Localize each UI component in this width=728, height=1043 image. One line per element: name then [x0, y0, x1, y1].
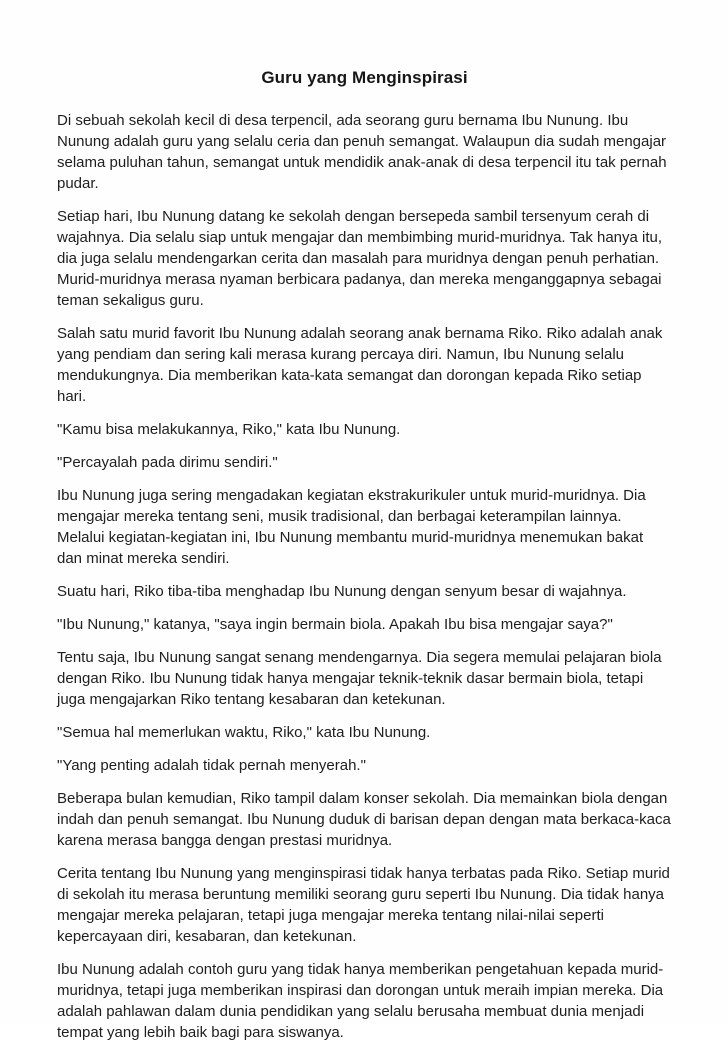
paragraph-konser: Beberapa bulan kemudian, Riko tampil dalam konser sekolah. Dia memainkan biola dengan indah dan penuh semangat. Ibu Nunung duduk di barisan depan dengan mata berkaca-kaca karena merasa bangga dengan prestasi muridnya. [57, 790, 671, 849]
document-title: Guru yang Menginspirasi [261, 68, 468, 87]
quote-semua-hal: "Semua hal memerlukan waktu, Riko," kata Ibu Nunung. [57, 724, 431, 741]
quote-yang-penting: "Yang penting adalah tidak pernah menyerah." [57, 757, 366, 774]
quote-percayalah: "Percayalah pada dirimu sendiri." [57, 454, 278, 471]
paragraph-riko-intro: Salah satu murid favorit Ibu Nunung adalah seorang anak bernama Riko. Riko adalah anak yang pendiam dan sering kali merasa kurang percaya diri. Namun, Ibu Nunung selalu mendukungnya. Dia memberikan kata-kata semangat dan dorongan kepada Riko setiap hari. [57, 325, 663, 405]
quote-ingin-bermain-biola: "Ibu Nunung," katanya, "saya ingin bermain biola. Apakah Ibu bisa mengajar saya?" [57, 616, 613, 633]
paragraph-pelajaran-biola: Tentu saja, Ibu Nunung sangat senang mendengarnya. Dia segera memulai pelajaran biola dengan Riko. Ibu Nunung tidak hanya mengajar teknik-teknik dasar bermain biola, tetapi juga mengajarkan Riko tentang kesabaran dan ketekunan. [57, 649, 662, 708]
paragraph-ekstrakurikuler: Ibu Nunung juga sering mengadakan kegiatan ekstrakurikuler untuk murid-muridnya. Dia mengajar mereka tentang seni, musik tradisional, dan berbagai keterampilan lainnya. Melalui kegiatan-kegiatan ini, Ibu Nunung membantu murid-muridnya menemukan bakat dan minat mereka sendiri. [57, 487, 646, 567]
paragraph-daily-routine: Setiap hari, Ibu Nunung datang ke sekolah dengan bersepeda sambil tersenyum cerah di wajahnya. Dia selalu siap untuk mengajar dan membimbing murid-muridnya. Tak hanya itu, dia juga selalu mendengarkan cerita dan masalah para muridnya dengan penuh perhatian. Murid-muridnya merasa nyaman berbicara padanya, dan mereka menganggapnya sebagai teman sekaligus guru. [57, 208, 663, 309]
paragraph-penutup: Ibu Nunung adalah contoh guru yang tidak hanya memberikan pengetahuan kepada murid-muridnya, tetapi juga memberikan inspirasi dan dorongan untuk meraih impian mereka. Dia adalah pahlawan dalam dunia pendidikan yang selalu berusaha membuat dunia menjadi tempat yang lebih baik bagi para siswanya. [57, 961, 664, 1041]
quote-kamu-bisa: "Kamu bisa melakukannya, Riko," kata Ibu Nunung. [57, 421, 401, 438]
paragraph-setiap-murid: Cerita tentang Ibu Nunung yang menginspirasi tidak hanya terbatas pada Riko. Setiap murid di sekolah itu merasa beruntung memiliki seorang guru seperti Ibu Nunung. Dia tidak hanya mengajar mereka pelajaran, tetapi juga mengajar mereka tentang nilai-nilai seperti kepercayaan diri, kesabaran, dan ketekunan. [57, 865, 670, 945]
paragraph-suatu-hari: Suatu hari, Riko tiba-tiba menghadap Ibu Nunung dengan senyum besar di wajahnya. [57, 583, 627, 600]
paragraph-intro: Di sebuah sekolah kecil di desa terpencil, ada seorang guru bernama Ibu Nunung. Ibu Nunung adalah guru yang selalu ceria dan penuh semangat. Walaupun dia sudah mengajar selama puluhan tahun, semangat untuk mendidik anak-anak di desa terpencil itu tak pernah pudar. [57, 112, 667, 192]
